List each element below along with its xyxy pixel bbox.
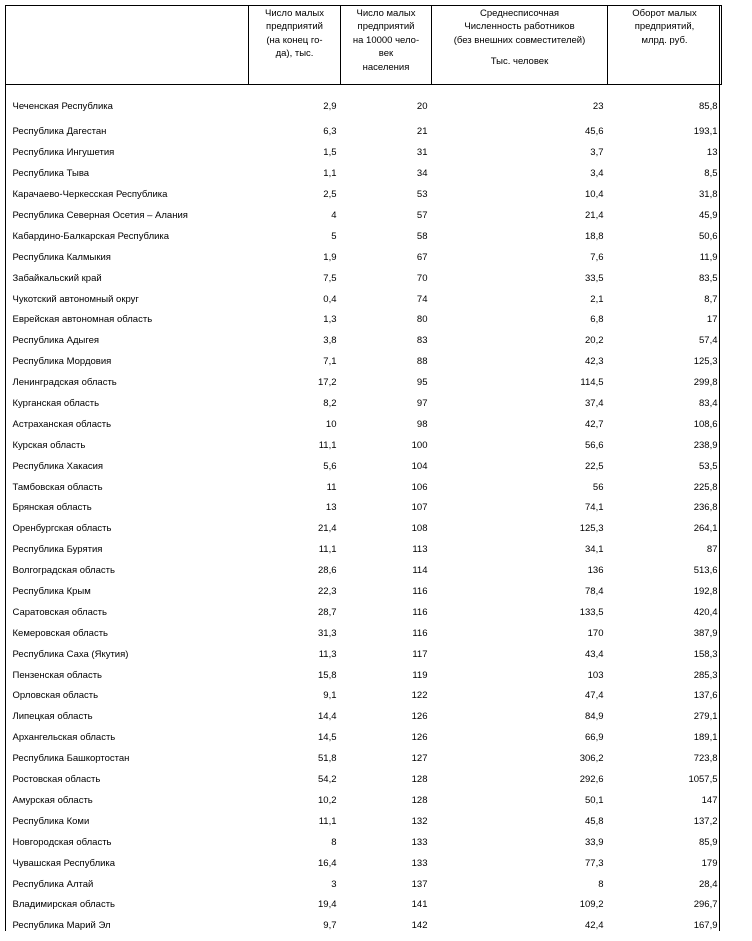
- region-name-cell: Брянская область: [12, 502, 92, 514]
- turnover-cell: 125,3: [693, 356, 718, 368]
- table-row: [6, 791, 722, 812]
- region-name-cell: Кемеровская область: [12, 627, 108, 639]
- enterprises-count-cell: 1,9: [323, 251, 337, 263]
- enterprises-count-cell: 22,3: [318, 586, 337, 598]
- turnover-cell: 85,9: [699, 836, 718, 848]
- turnover-cell: 108,6: [693, 418, 718, 430]
- avg-employees-cell: 3,7: [590, 147, 604, 159]
- avg-employees-cell: 56: [592, 481, 604, 493]
- table-row: [6, 623, 722, 644]
- turnover-cell: 8,7: [704, 293, 718, 305]
- turnover-cell: 53,5: [699, 460, 718, 472]
- avg-employees-cell: 42,3: [585, 356, 604, 368]
- enterprises-count-cell: 10,2: [318, 794, 337, 806]
- header-line: Число малых: [356, 8, 416, 19]
- enterprises-count-cell: 51,8: [318, 753, 337, 765]
- enterprises-per-10000-cell: 106: [411, 481, 428, 493]
- table-row: [6, 686, 722, 707]
- avg-employees-cell: 292,6: [579, 774, 604, 786]
- region-name-cell: Амурская область: [12, 794, 93, 806]
- turnover-cell: 147: [701, 794, 718, 806]
- header-enterprises-count: [249, 6, 341, 85]
- region-name-cell: Ростовская область: [12, 774, 101, 786]
- enterprises-per-10000-cell: 88: [416, 356, 428, 368]
- region-name-cell: Забайкальский край: [12, 272, 102, 284]
- table-row: [6, 895, 722, 916]
- table-row: [6, 665, 722, 686]
- turnover-cell: 8,5: [704, 168, 718, 180]
- avg-employees-cell: 84,9: [585, 711, 604, 723]
- table-row: [6, 164, 722, 185]
- avg-employees-cell: 125,3: [579, 523, 604, 535]
- header-line: Численность работников: [464, 21, 575, 33]
- avg-employees-cell: 34,1: [585, 544, 604, 556]
- turnover-cell: 1057,5: [688, 774, 718, 786]
- region-name-cell: Курская область: [12, 439, 86, 451]
- header-line: млрд. руб.: [641, 34, 688, 46]
- enterprises-count-cell: 15,8: [318, 669, 337, 681]
- enterprises-count-cell: 14,4: [318, 711, 337, 723]
- region-name-cell: Чувашская Республика: [12, 857, 116, 869]
- header-line: (без внешних совместителей): [453, 34, 586, 46]
- region-name-cell: Саратовская область: [12, 606, 107, 618]
- enterprises-count-cell: 19,4: [318, 899, 337, 911]
- avg-employees-cell: 306,2: [579, 753, 604, 765]
- turnover-cell: 85,8: [699, 100, 718, 112]
- enterprises-count-cell: 5,6: [323, 460, 337, 472]
- region-name-cell: Республика Адыгея: [12, 335, 99, 347]
- table-row: [6, 394, 722, 415]
- avg-employees-cell: 66,9: [585, 732, 604, 744]
- enterprises-per-10000-cell: 107: [411, 502, 428, 514]
- enterprises-per-10000-cell: 137: [411, 878, 428, 890]
- enterprises-per-10000-cell: 132: [411, 815, 428, 827]
- table-row: [6, 707, 722, 728]
- turnover-cell: 193,1: [693, 126, 718, 138]
- enterprises-per-10000-cell: 104: [411, 460, 428, 472]
- enterprises-per-10000-cell: 20: [416, 100, 428, 112]
- enterprises-per-10000-cell: 126: [411, 711, 428, 723]
- turnover-cell: 420,4: [693, 606, 718, 618]
- region-name-cell: Кабардино-Балкарская Республика: [12, 230, 170, 242]
- header-line: Оборот малых: [632, 8, 697, 19]
- enterprises-count-cell: 28,6: [318, 565, 337, 577]
- turnover-cell: 179: [701, 857, 718, 869]
- table-row: [6, 853, 722, 874]
- enterprises-count-cell: 17,2: [318, 377, 337, 389]
- turnover-cell: 723,8: [693, 753, 718, 765]
- turnover-cell: 225,8: [693, 481, 718, 493]
- turnover-cell: 28,4: [699, 878, 718, 890]
- avg-employees-cell: 21,4: [585, 210, 604, 221]
- turnover-cell: 189,1: [693, 732, 718, 744]
- turnover-cell: 87: [706, 544, 718, 556]
- enterprises-count-cell: 11: [326, 481, 337, 493]
- enterprises-count-cell: 1,3: [323, 314, 337, 326]
- turnover-cell: 11,9: [699, 251, 718, 263]
- enterprises-count-cell: 2,9: [323, 100, 337, 112]
- region-name-cell: Пензенская область: [12, 669, 102, 681]
- avg-employees-cell: 22,5: [585, 460, 604, 472]
- enterprises-count-cell: 13: [325, 502, 337, 514]
- enterprises-count-cell: 9,1: [323, 690, 337, 702]
- region-name-cell: Республика Алтай: [12, 878, 94, 890]
- table-row: [6, 143, 722, 164]
- enterprises-per-10000-cell: 21: [416, 126, 428, 138]
- enterprises-per-10000-cell: 58: [416, 230, 428, 242]
- turnover-cell: 158,3: [693, 648, 718, 660]
- table-row: [6, 811, 722, 832]
- turnover-cell: 83,5: [699, 272, 718, 284]
- table-row: [6, 206, 722, 227]
- enterprises-count-cell: 11,1: [318, 439, 337, 451]
- enterprises-count-cell: 14,5: [318, 732, 337, 744]
- avg-employees-cell: 45,6: [585, 126, 604, 138]
- header-row: [6, 6, 722, 85]
- header-enterprises-per-10000: [341, 6, 432, 85]
- enterprises-count-cell: 3,8: [323, 335, 337, 347]
- region-name-cell: Чеченская Республика: [12, 100, 113, 112]
- enterprises-per-10000-cell: 116: [412, 606, 428, 618]
- region-name-cell: Республика Мордовия: [12, 356, 112, 368]
- enterprises-count-cell: 9,7: [323, 920, 337, 932]
- region-name-cell: Республика Башкортостан: [12, 753, 130, 765]
- avg-employees-cell: 109,2: [579, 899, 604, 911]
- table-row: [6, 247, 722, 268]
- region-name-cell: Республика Ингушетия: [12, 147, 115, 159]
- header-turnover: [608, 6, 722, 85]
- region-name-cell: Республика Тыва: [12, 168, 90, 180]
- enterprises-per-10000-cell: 122: [411, 690, 428, 702]
- enterprises-count-cell: 0,4: [323, 293, 337, 305]
- region-name-cell: Республика Калмыкия: [12, 251, 111, 263]
- enterprises-per-10000-cell: 53: [416, 189, 428, 201]
- enterprises-count-cell: 1,5: [323, 147, 337, 159]
- region-name-cell: Чукотский автономный округ: [12, 293, 139, 305]
- avg-employees-cell: 33,5: [585, 272, 604, 284]
- turnover-cell: 167,9: [693, 920, 718, 932]
- region-name-cell: Еврейская автономная область: [12, 314, 153, 326]
- region-name-cell: Орловская область: [12, 690, 99, 702]
- table-row: [6, 540, 722, 561]
- region-name-cell: Владимирская область: [12, 899, 115, 911]
- header-line: населения: [362, 61, 410, 73]
- enterprises-count-cell: 7,5: [323, 272, 337, 284]
- avg-employees-cell: 74,1: [585, 502, 604, 514]
- turnover-cell: 50,6: [699, 230, 718, 242]
- turnover-cell: 513,6: [693, 565, 718, 577]
- table-row: [6, 122, 722, 143]
- enterprises-per-10000-cell: 100: [411, 439, 428, 451]
- header-avg-employees-unit: Тыс. человек: [490, 56, 549, 68]
- table-row: [6, 310, 722, 331]
- header-line: предприятий,: [634, 21, 695, 33]
- enterprises-per-10000-cell: 97: [416, 398, 428, 410]
- enterprises-per-10000-cell: 34: [416, 168, 428, 180]
- region-name-cell: Астраханская область: [12, 418, 112, 430]
- turnover-cell: 13: [706, 147, 718, 159]
- enterprises-count-cell: 21,4: [318, 523, 337, 535]
- header-line: Число малых: [265, 8, 324, 19]
- table-row: [6, 749, 722, 770]
- table-row: [6, 85, 722, 123]
- table-row: [6, 185, 722, 206]
- turnover-cell: 137,6: [693, 690, 718, 702]
- avg-employees-cell: 77,3: [585, 857, 604, 869]
- region-name-cell: Республика Северная Осетия – Алания: [12, 210, 188, 221]
- enterprises-count-cell: 10: [325, 418, 337, 430]
- avg-employees-cell: 3,4: [590, 168, 604, 180]
- region-name-cell: Республика Коми: [12, 815, 90, 827]
- header-line: предприятий: [266, 21, 323, 33]
- enterprises-per-10000-cell: 74: [416, 293, 428, 305]
- header-line: на 10000 чело-: [352, 34, 420, 46]
- enterprises-count-cell: 16,4: [318, 857, 337, 869]
- header-line: (на конец го-: [266, 34, 323, 46]
- enterprises-per-10000-cell: 117: [412, 648, 428, 660]
- avg-employees-cell: 37,4: [585, 398, 604, 410]
- avg-employees-cell: 33,9: [585, 836, 604, 848]
- avg-employees-cell: 136: [587, 565, 604, 577]
- enterprises-count-cell: 4: [331, 210, 337, 221]
- turnover-cell: 45,9: [699, 210, 718, 221]
- table-row: [6, 582, 722, 603]
- table-row: [6, 331, 722, 352]
- table-row: [6, 435, 722, 456]
- table-row: [6, 226, 722, 247]
- table-row: [6, 373, 722, 394]
- turnover-cell: 238,9: [693, 439, 718, 451]
- table-row: [6, 352, 722, 373]
- enterprises-per-10000-cell: 98: [416, 418, 428, 430]
- avg-employees-cell: 8: [598, 878, 604, 890]
- avg-employees-cell: 23: [592, 100, 604, 112]
- enterprises-count-cell: 5: [331, 230, 337, 242]
- avg-employees-cell: 43,4: [585, 648, 604, 660]
- enterprises-count-cell: 2,5: [323, 189, 337, 201]
- enterprises-per-10000-cell: 141: [411, 899, 428, 911]
- enterprises-per-10000-cell: 95: [416, 377, 428, 389]
- avg-employees-cell: 45,8: [585, 815, 604, 827]
- enterprises-per-10000-cell: 128: [411, 794, 428, 806]
- region-name-cell: Новгородская область: [12, 836, 112, 848]
- enterprises-count-cell: 31,3: [318, 627, 337, 639]
- region-name-cell: Волгоградская область: [12, 565, 115, 577]
- enterprises-count-cell: 6,3: [323, 126, 337, 138]
- enterprises-count-cell: 3: [331, 878, 337, 890]
- enterprises-count-cell: 11,1: [318, 815, 337, 827]
- table-row: [6, 268, 722, 289]
- avg-employees-cell: 42,4: [585, 920, 604, 932]
- table-row: [6, 874, 722, 895]
- header-line: век: [378, 48, 394, 60]
- avg-employees-cell: 78,4: [585, 586, 604, 598]
- region-name-cell: Республика Бурятия: [12, 544, 103, 556]
- enterprises-per-10000-cell: 126: [411, 732, 428, 744]
- enterprises-per-10000-cell: 108: [411, 523, 428, 535]
- table-row: [6, 519, 722, 540]
- region-name-cell: Ленинградская область: [12, 377, 117, 389]
- table-row: [6, 770, 722, 791]
- table-row: [6, 644, 722, 665]
- region-name-cell: Республика Дагестан: [12, 126, 107, 138]
- turnover-cell: 83,4: [699, 398, 718, 410]
- table-row: [6, 289, 722, 310]
- turnover-cell: 192,8: [693, 586, 718, 598]
- turnover-cell: 299,8: [693, 377, 718, 389]
- region-name-cell: Курганская область: [12, 398, 100, 410]
- region-name-cell: Оренбургская область: [12, 523, 112, 535]
- turnover-cell: 296,7: [693, 899, 718, 911]
- region-name-cell: Карачаево-Черкесская Республика: [12, 189, 168, 201]
- enterprises-count-cell: 7,1: [323, 356, 337, 368]
- avg-employees-cell: 47,4: [585, 690, 604, 702]
- avg-employees-cell: 18,8: [585, 230, 604, 242]
- statistics-table: [5, 5, 722, 937]
- enterprises-count-cell: 8: [331, 836, 337, 848]
- enterprises-per-10000-cell: 70: [416, 272, 428, 284]
- turnover-cell: 236,8: [693, 502, 718, 514]
- avg-employees-cell: 10,4: [585, 189, 604, 201]
- table-row: [6, 728, 722, 749]
- avg-employees-cell: 56,6: [585, 439, 604, 451]
- table-row: [6, 456, 722, 477]
- enterprises-per-10000-cell: 114: [412, 565, 428, 577]
- region-name-cell: Республика Саха (Якутия): [12, 648, 129, 660]
- turnover-cell: 264,1: [693, 523, 718, 535]
- enterprises-per-10000-cell: 31: [416, 147, 428, 159]
- table-row: [6, 602, 722, 623]
- enterprises-count-cell: 1,1: [323, 168, 337, 180]
- enterprises-per-10000-cell: 67: [416, 251, 428, 263]
- turnover-cell: 279,1: [693, 711, 718, 723]
- header-line: предприятий: [357, 21, 415, 33]
- avg-employees-cell: 114,5: [580, 377, 604, 389]
- region-name-cell: Республика Хакасия: [12, 460, 104, 472]
- header-line: да), тыс.: [275, 48, 314, 60]
- region-name-cell: Республика Марий Эл: [12, 920, 111, 932]
- avg-employees-cell: 133,5: [579, 606, 604, 618]
- enterprises-per-10000-cell: 116: [412, 627, 428, 639]
- table-row: [6, 414, 722, 435]
- table-body: [6, 85, 722, 937]
- enterprises-count-cell: 54,2: [318, 774, 337, 786]
- enterprises-per-10000-cell: 128: [411, 774, 428, 786]
- enterprises-per-10000-cell: 119: [412, 669, 428, 681]
- region-name-cell: Тамбовская область: [12, 481, 103, 493]
- enterprises-per-10000-cell: 83: [416, 335, 428, 347]
- table-row: [6, 561, 722, 582]
- enterprises-per-10000-cell: 80: [416, 314, 428, 326]
- header-line: Среднесписочная: [479, 8, 560, 19]
- turnover-cell: 285,3: [693, 669, 718, 681]
- turnover-cell: 57,4: [699, 335, 718, 347]
- enterprises-per-10000-cell: 113: [412, 544, 428, 556]
- enterprises-per-10000-cell: 127: [411, 753, 428, 765]
- avg-employees-cell: 103: [587, 669, 604, 681]
- enterprises-count-cell: 11,3: [318, 648, 337, 660]
- turnover-cell: 387,9: [693, 627, 718, 639]
- table-row: [6, 832, 722, 853]
- enterprises-count-cell: 28,7: [318, 606, 337, 618]
- enterprises-per-10000-cell: 57: [416, 210, 428, 221]
- turnover-cell: 17: [706, 314, 718, 326]
- enterprises-count-cell: 11,1: [318, 544, 337, 556]
- enterprises-per-10000-cell: 133: [411, 857, 428, 869]
- table-row: [6, 477, 722, 498]
- turnover-cell: 137,2: [693, 815, 718, 827]
- region-name-cell: Республика Крым: [12, 586, 91, 598]
- enterprises-per-10000-cell: 133: [411, 836, 428, 848]
- turnover-cell: 31,8: [699, 189, 718, 201]
- avg-employees-cell: 170: [587, 627, 604, 639]
- table-row: [6, 916, 722, 937]
- table-row: [6, 498, 722, 519]
- enterprises-per-10000-cell: 116: [412, 586, 428, 598]
- enterprises-count-cell: 8,2: [323, 398, 337, 410]
- enterprises-per-10000-cell: 142: [411, 920, 428, 932]
- avg-employees-cell: 20,2: [585, 335, 604, 347]
- avg-employees-cell: 42,7: [585, 418, 604, 430]
- avg-employees-cell: 2,1: [590, 293, 604, 305]
- region-name-cell: Архангельская область: [12, 732, 116, 744]
- avg-employees-cell: 50,1: [585, 794, 604, 806]
- header-avg-employees: [432, 6, 608, 85]
- region-name-cell: Липецкая область: [12, 711, 93, 723]
- header-region: [6, 6, 249, 85]
- avg-employees-cell: 6,8: [590, 314, 604, 326]
- avg-employees-cell: 7,6: [590, 251, 604, 263]
